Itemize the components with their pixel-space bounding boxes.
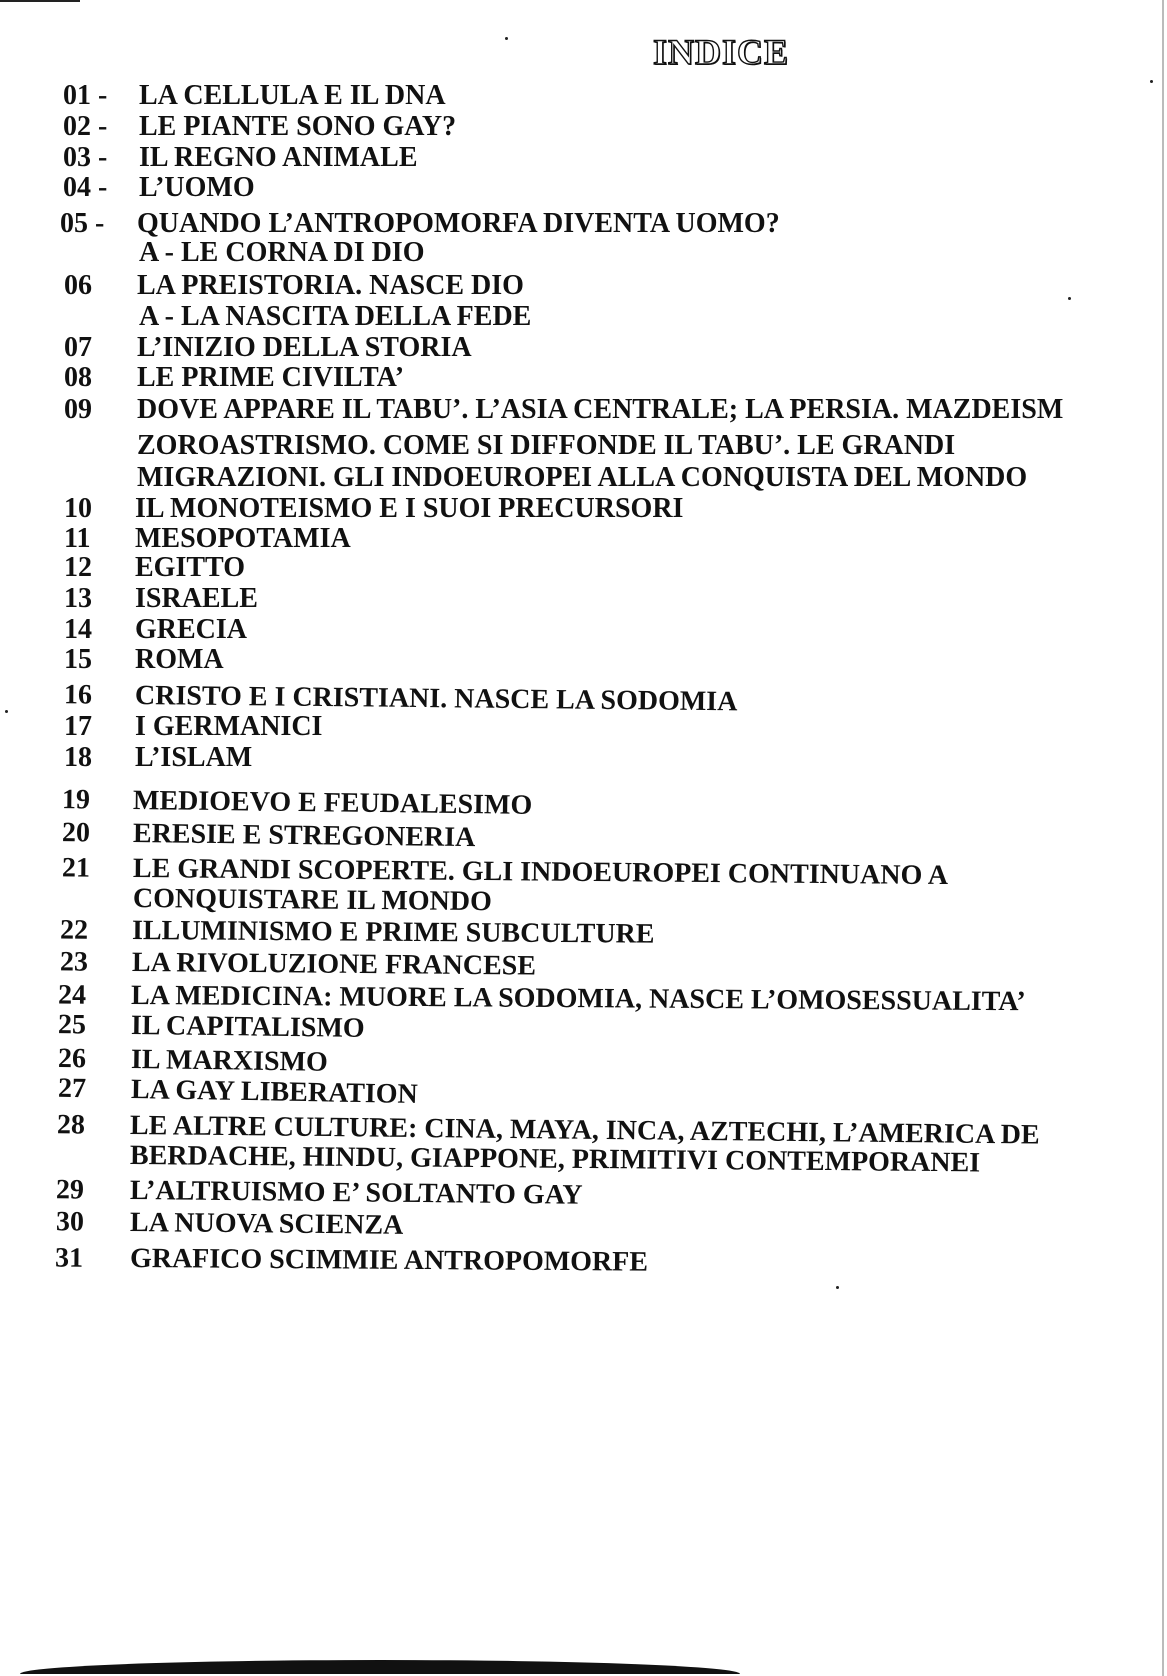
- toc-entry-title: LA RIVOLUZIONE FRANCESE: [131, 947, 537, 982]
- toc-entry-title: IL MARXISMO: [130, 1044, 329, 1078]
- page-title: INDICE: [652, 32, 790, 72]
- toc-entry-title: LE GRANDI SCOPERTE. GLI INDOEUROPEI CONTINUANO A: [132, 853, 949, 892]
- toc-entry-title: GRECIA: [135, 614, 248, 645]
- toc-entry-number: 13: [64, 583, 92, 614]
- toc-entry: [0, 208, 1160, 240]
- toc-entry-number: 07: [64, 332, 92, 363]
- toc-entry-title: DOVE APPARE IL TABU’. L’ASIA CENTRALE; LA PERSIA. MAZDEISM: [137, 394, 1064, 425]
- scan-speck: [836, 1286, 839, 1289]
- toc-entry-number: 10: [64, 493, 92, 524]
- toc-entry: [0, 80, 1160, 112]
- toc-entry: [0, 332, 1160, 364]
- toc-entry-number: 26: [57, 1042, 87, 1075]
- toc-entry-number: 04 -: [63, 172, 108, 203]
- toc-entry-number: 21: [61, 852, 91, 884]
- toc-entry-title: LA MEDICINA: MUORE LA SODOMIA, NASCE L’OMOSESSUALITA’: [130, 980, 1026, 1018]
- toc-entry-number: 06: [64, 270, 92, 301]
- toc-entry-number: 23: [59, 946, 89, 978]
- toc-entry-number: 05 -: [60, 208, 105, 239]
- toc-entry-title: L’INIZIO DELLA STORIA: [137, 332, 472, 363]
- scan-edge-bottom: [20, 1660, 740, 1674]
- toc-entry: [0, 237, 1160, 269]
- toc-entry-title: QUANDO L’ANTROPOMORFA DIVENTA UOMO?: [137, 208, 780, 239]
- toc-entry-title: LE PIANTE SONO GAY?: [139, 111, 457, 142]
- toc-entry: [0, 270, 1160, 302]
- toc-entry-number: 17: [64, 711, 92, 742]
- toc-entry-number: 14: [64, 614, 92, 645]
- toc-entry-title: I GERMANICI: [135, 711, 323, 742]
- toc-entry: [0, 172, 1160, 204]
- toc-entry: [0, 711, 1160, 743]
- toc-entry: [0, 142, 1160, 174]
- toc-entry-title: IL CAPITALISMO: [130, 1010, 365, 1044]
- toc-entry-title: LA NUOVA SCIENZA: [129, 1207, 404, 1241]
- toc-entry-title: ILLUMINISMO E PRIME SUBCULTURE: [131, 915, 655, 950]
- toc-entry: [0, 394, 1160, 426]
- scan-edge-top: [0, 0, 80, 2]
- toc-entry-title: MESOPOTAMIA: [135, 523, 351, 554]
- toc-entry-title: CONQUISTARE IL MONDO: [132, 883, 492, 918]
- toc-entry-title: LA PREISTORIA. NASCE DIO: [137, 270, 524, 301]
- toc-entry-number: 22: [59, 914, 89, 946]
- toc-entry-number: 31: [54, 1242, 84, 1274]
- toc-entry-number: 01 -: [63, 80, 108, 111]
- toc-entry: [0, 430, 1160, 462]
- toc-entry-title: IL MONOTEISMO E I SUOI PRECURSORI: [135, 493, 684, 524]
- toc-entry-title: L’ISLAM: [135, 742, 253, 773]
- toc-entry-number: 15: [64, 644, 92, 675]
- toc-entry-title: MIGRAZIONI. GLI INDOEUROPEI ALLA CONQUISTA DEL MONDO: [137, 462, 1028, 493]
- toc-entry-title: MEDIOEVO E FEUDALESIMO: [132, 785, 533, 821]
- toc-entry-title: LA GAY LIBERATION: [130, 1074, 419, 1111]
- toc-entry: [0, 493, 1160, 525]
- toc-entry: [0, 552, 1160, 584]
- toc-entry-title: IL REGNO ANIMALE: [139, 142, 418, 173]
- toc-entry-title: EGITTO: [135, 552, 245, 583]
- toc-entry: [0, 462, 1160, 494]
- toc-entry-title: ZOROASTRISMO. COME SI DIFFONDE IL TABU’. LE GRANDI: [137, 430, 956, 461]
- toc-entry: [0, 583, 1160, 615]
- toc-entry: [0, 301, 1160, 333]
- toc-entry-number: 16: [63, 679, 93, 711]
- toc-entry-title: L’UOMO: [139, 172, 255, 203]
- toc-entry-number: 03 -: [63, 142, 108, 173]
- toc-entry-number: 12: [64, 552, 92, 583]
- toc-entry: [0, 523, 1160, 555]
- toc-entry-title: BERDACHE, HINDU, GIAPPONE, PRIMITIVI CONTEMPORANEI: [129, 1140, 981, 1179]
- toc-entry-number: 08: [64, 362, 92, 393]
- toc-entry-number: 20: [61, 817, 91, 849]
- toc-entry-number: 02 -: [63, 111, 108, 142]
- toc-entry-number: 28: [56, 1109, 86, 1141]
- toc-entry-title: L’ALTRUISMO E’ SOLTANTO GAY: [129, 1175, 583, 1211]
- toc-entry: [0, 1242, 1160, 1282]
- toc-entry-number: 09: [64, 394, 92, 425]
- toc-entry: [0, 614, 1160, 646]
- toc-entry-title: GRAFICO SCIMMIE ANTROPOMORFE: [129, 1243, 649, 1278]
- toc-entry-title: LE ALTRE CULTURE: CINA, MAYA, INCA, AZTECHI, L’AMERICA DE: [129, 1110, 1040, 1151]
- toc-entry-title: A - LA NASCITA DELLA FEDE: [139, 301, 532, 332]
- toc-entry-number: 27: [57, 1072, 87, 1105]
- toc-entry: [0, 644, 1160, 676]
- toc-entry-number: 24: [57, 979, 87, 1011]
- toc-entry-number: 19: [61, 784, 91, 816]
- toc-entry-title: CRISTO E I CRISTIANI. NASCE LA SODOMIA: [134, 680, 738, 718]
- toc-entry-title: LE PRIME CIVILTA’: [137, 362, 405, 393]
- scan-edge-right: [1162, 0, 1164, 1676]
- toc-entry-title: LA CELLULA E IL DNA: [139, 80, 446, 111]
- toc-entry-number: 29: [55, 1174, 85, 1206]
- toc-entry-title: ERESIE E STREGONERIA: [132, 818, 476, 854]
- toc-entry-number: 30: [55, 1206, 85, 1238]
- toc-entry-title: A - LE CORNA DI DIO: [139, 237, 425, 268]
- toc-entry-number: 25: [57, 1009, 87, 1041]
- toc-entry-number: 11: [64, 523, 91, 554]
- toc-entry-number: 18: [64, 742, 92, 773]
- toc-entry-title: ROMA: [135, 644, 224, 675]
- toc-entry-title: ISRAELE: [135, 583, 258, 614]
- toc-entry: [0, 742, 1160, 774]
- toc-entry: [0, 111, 1160, 143]
- toc-entry: [0, 362, 1160, 394]
